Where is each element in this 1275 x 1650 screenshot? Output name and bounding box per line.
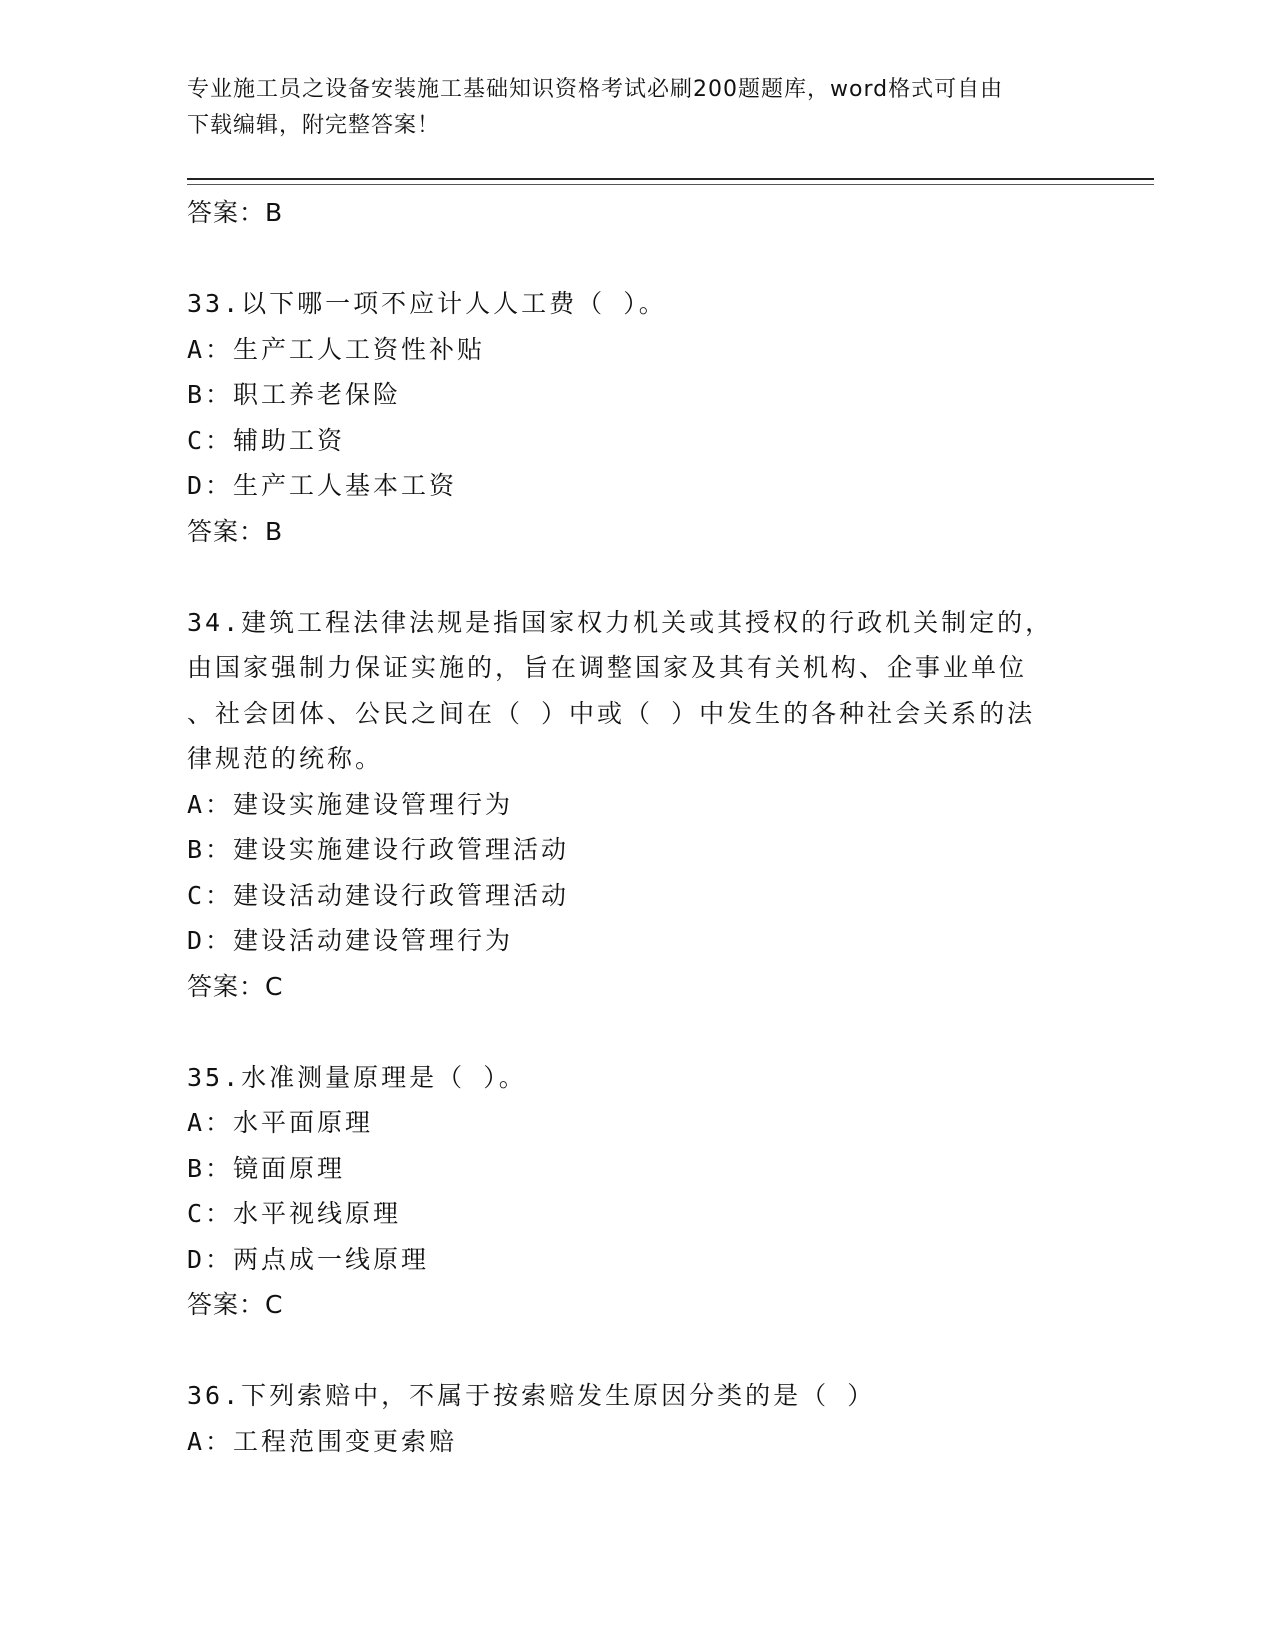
option-b: B：职工养老保险: [187, 380, 402, 409]
question-stem: 、社会团体、公民之间在（ ）中或（ ）中发生的各种社会关系的法: [187, 698, 1036, 728]
option-d: D：建设活动建设管理行为: [187, 926, 514, 955]
answer: 答案：C: [187, 971, 284, 1001]
question-35: [187, 1055, 1067, 1328]
header-line-1: 专业施工员之设备安装施工基础知识资格考试必刷200题题库，word格式可自由: [187, 77, 1004, 102]
option-a: A：生产工人工资性补贴: [187, 334, 486, 364]
option-d: D：两点成一线原理: [187, 1244, 430, 1274]
question-stem: 35.水准测量原理是（ ）。: [187, 1062, 527, 1092]
question-36: [187, 1373, 1067, 1464]
header-line-2: 下载编辑，附完整答案！: [187, 113, 441, 138]
option-c: C：辅助工资: [187, 425, 346, 455]
answer: 答案：C: [187, 1290, 284, 1319]
spacer: [187, 554, 1067, 600]
option-b: B：镜面原理: [187, 1153, 346, 1183]
question-stem: 33.以下哪一项不应计人人工费（ ）。: [187, 289, 667, 318]
option-b: B：建设实施建设行政管理活动: [187, 835, 570, 864]
question-33: [187, 281, 1067, 554]
document-header: [187, 72, 1067, 144]
question-34: [187, 600, 1067, 1010]
header-divider-thin: [187, 184, 1154, 185]
document-body: [187, 190, 1067, 1464]
option-d: D：生产工人基本工资: [187, 471, 458, 500]
question-stem: 由国家强制力保证实施的，旨在调整国家及其有关机构、企事业单位: [187, 653, 1028, 682]
previous-answer: 答案：B: [187, 198, 284, 227]
question-stem: 36.下列索赔中，不属于按索赔发生原因分类的是（ ）: [187, 1381, 876, 1410]
option-a: A：水平面原理: [187, 1108, 374, 1137]
question-stem: 34.建筑工程法律法规是指国家权力机关或其授权的行政机关制定的，: [187, 607, 1054, 637]
option-a: A：建设实施建设管理行为: [187, 789, 514, 819]
spacer: [187, 1328, 1067, 1374]
spacer: [187, 236, 1067, 282]
question-stem: 律规范的统称。: [187, 744, 384, 773]
spacer: [187, 1009, 1067, 1055]
option-c: C：建设活动建设行政管理活动: [187, 880, 570, 910]
header-divider-thick: [187, 178, 1154, 180]
option-a: A：工程范围变更索赔: [187, 1426, 458, 1456]
option-c: C：水平视线原理: [187, 1199, 402, 1228]
answer: 答案：B: [187, 516, 284, 546]
